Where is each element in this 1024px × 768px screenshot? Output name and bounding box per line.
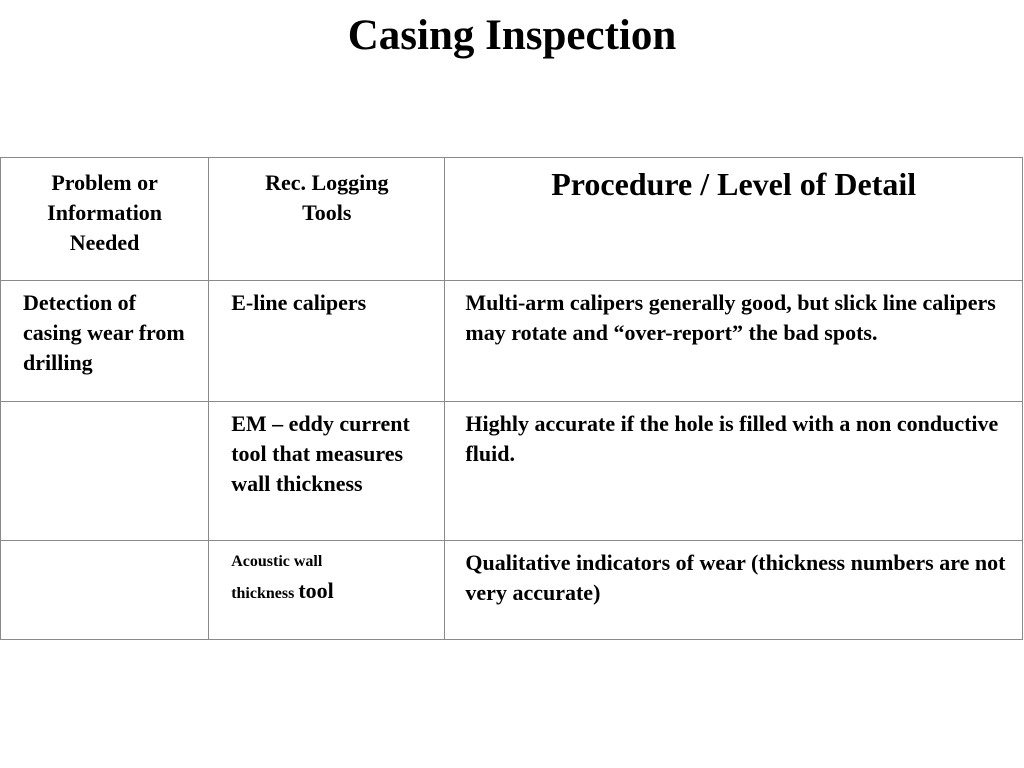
tool-line-2-small: thickness [231, 585, 299, 602]
header-problem [1, 158, 209, 281]
tool-text: EM – eddy current tool that measures wall thickness [231, 411, 410, 496]
problem-text: Detection of casing wear from drilling [23, 290, 185, 375]
tool-line-1: Acoustic wall [231, 553, 323, 570]
header-problem-line-1: Problem or [51, 170, 158, 195]
procedure-text: Multi-arm calipers generally good, but slick line calipers may rotate and “over-report” the bad spots. [465, 290, 996, 345]
header-problem-line-2: Information [47, 200, 163, 225]
cell-tool [209, 541, 445, 640]
header-procedure [445, 158, 1023, 281]
table-header-row [1, 158, 1023, 281]
cell-problem [1, 281, 209, 402]
cell-procedure [445, 281, 1023, 402]
tool-text [231, 548, 434, 609]
header-procedure-text: Procedure / Level of Detail [551, 166, 917, 202]
cell-tool [209, 281, 445, 402]
table-row [1, 541, 1023, 640]
header-problem-line-3: Needed [69, 230, 140, 255]
cell-procedure [445, 402, 1023, 541]
procedure-text: Highly accurate if the hole is filled with a non conductive fluid. [465, 411, 999, 466]
table-row [1, 402, 1023, 541]
cell-problem [1, 402, 209, 541]
header-tools-line-2: Tools [302, 200, 352, 225]
cell-problem [1, 541, 209, 640]
procedure-text: Qualitative indicators of wear (thickness numbers are not very accurate) [465, 550, 1006, 605]
cell-tool [209, 402, 445, 541]
header-tools [209, 158, 445, 281]
tool-text: E-line calipers [231, 290, 367, 315]
cell-procedure [445, 541, 1023, 640]
header-tools-line-1: Rec. Logging [265, 170, 389, 195]
slide-title: Casing Inspection [347, 12, 677, 59]
tool-line-2-large: tool [298, 578, 334, 603]
table-row [1, 281, 1023, 402]
casing-inspection-table [0, 157, 1023, 640]
